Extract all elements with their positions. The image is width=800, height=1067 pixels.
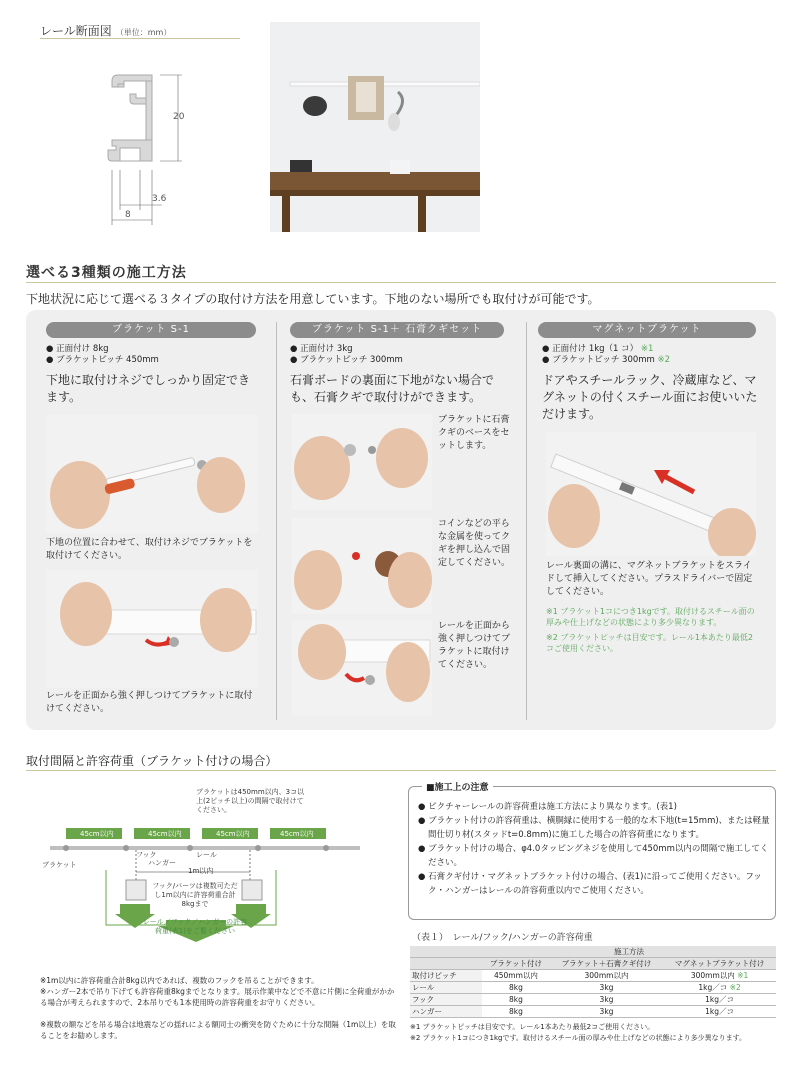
spacing-footnote-3: ※複数の額などを吊る場合は地震などの揺れによる額同士の衝突を防ぐために十分な間隔（1m以上）を取ることをお勧めします。: [40, 1020, 396, 1040]
gypsum-step1-illustration: [292, 414, 432, 510]
table-cell-note: ※1: [737, 971, 749, 980]
rail-cross-section-diagram: [90, 60, 210, 230]
table1-title: （表１） レール/フック/ハンガーの許容荷重: [412, 933, 593, 943]
room-photo: [270, 22, 480, 232]
arrow-note: レール／フック／ハンガーの許容荷重(表1)をご覧ください: [142, 918, 248, 935]
spacing-footnote-2: ※ハンガー2本で吊り下げても許容荷重8kgまでとなります。展示作業中などで不意に片側に全荷重がかかる場合が考えられますので、2本吊りでも1本使用時の許容荷重をお守りください。: [40, 987, 395, 1007]
table-header: マグネットブラケット付け: [663, 958, 776, 970]
table-corner: [410, 958, 482, 970]
section-rule: [26, 770, 776, 771]
method-bracket-spec2: ● ブラケットピッチ 450mm: [46, 355, 159, 365]
caution-list: [418, 800, 772, 898]
magnet-slide-illustration: [546, 432, 756, 556]
table-header: ブラケット＋石膏クギ付け: [550, 958, 663, 970]
pitch-label-4: 45cm以内: [280, 830, 314, 838]
method-magnet-headline: ドアやスチールラック、冷蔵庫など、マグネットの付くスチール面にお使いいただけます。: [542, 373, 758, 421]
table-cell: 8kg: [482, 982, 550, 994]
table-cell: [663, 982, 776, 994]
column-divider: [526, 322, 527, 720]
rail-section-unit: （単位：mm）: [115, 28, 172, 37]
method-gypsum-spec2: ● ブラケットピッチ 300mm: [290, 355, 403, 365]
caution-title: ■施工上の注意: [422, 780, 493, 793]
method-magnet-note1: ※1 ブラケット1コにつき1kgです。取付けるスチール面の厚みや仕上げなどの状態により多少異なります。: [546, 607, 755, 627]
table-row: [410, 1006, 776, 1018]
method-magnet-spec2-text: ● ブラケットピッチ 300mm: [542, 355, 655, 365]
pitch-label-1: 45cm以内: [80, 830, 114, 838]
table-cell: 3kg: [550, 1006, 663, 1018]
table-cell: 450mm以内: [482, 970, 550, 982]
table-cell-value: 300mm以内: [690, 971, 735, 980]
rail-label: レール: [196, 851, 217, 859]
table-row-label: レール: [410, 982, 482, 994]
method-magnet-caption: レール裏面の溝に、マグネットブラケットをスライドして挿入してください。プラスドライバーで固定してください。: [546, 561, 753, 597]
table-row-label: 取付けピッチ: [410, 970, 482, 982]
table-row: [410, 946, 776, 958]
method-magnet-spec1-note: ※1: [640, 344, 654, 354]
photo-screw-install: [46, 415, 258, 533]
table-row-label: フック: [410, 994, 482, 1006]
table-cell-note: ※2: [729, 983, 741, 992]
caution-item: ● ピクチャーレールの許容荷重は施工方法により異なります。(表1): [418, 802, 677, 812]
table1-note2: ※2 ブラケット1コにつき1kgです。取付けるスチール面の厚みや仕上げなどの状態により多少異なります。: [410, 1034, 747, 1042]
photo-gypsum-step3: [292, 620, 432, 716]
spacing-title: 取付間隔と許容荷重（ブラケット付けの場合）: [26, 754, 278, 768]
table-corner: [410, 946, 482, 958]
table-row: [410, 958, 776, 970]
methods-lead: 下地状況に応じて選べる３タイプの取付け方法を用意しています。下地のない場所でも取付けが可能です。: [26, 292, 600, 306]
load-table: [410, 946, 776, 1018]
method-magnet-spec2: [542, 355, 670, 366]
dim-height: 20: [173, 112, 185, 122]
method-gypsum-headline: 石膏ボードの裏面に下地がない場合でも、石膏クギで取付けができます。: [290, 373, 495, 404]
pitch-label-3: 45cm以内: [216, 830, 250, 838]
table-cell: 8kg: [482, 1006, 550, 1018]
dim-gap: 3.6: [152, 194, 167, 204]
method-bracket-header: ブラケット S-1: [46, 322, 256, 338]
gypsum-step2-illustration: [292, 518, 432, 614]
screw-install-illustration: [46, 415, 258, 533]
rail-section-title-text: レール断面図: [40, 24, 112, 38]
hanger-label: ハンガー: [148, 859, 176, 867]
caution-item: ● 石膏クギ付け・マグネットブラケット付けの場合、(表1)に沿ってご使用ください。フック・ハンガーはレールの許容荷重以内でご使用ください。: [418, 872, 762, 896]
bracket-label: ブラケット: [42, 861, 77, 869]
section-rule: [26, 282, 776, 283]
caution-item: ● ブラケット付けの許容荷重は、横胴縁に使用する一般的な木下地(t=15mm)、または軽量間仕切り材(スタッドt=0.8mm)に施工した場合の許容荷重になります。: [418, 816, 770, 840]
table-cell: 3kg: [550, 982, 663, 994]
rail-section-title: [40, 22, 171, 39]
table-cell: 3kg: [550, 994, 663, 1006]
spacing-callout: ブラケットは450mm以内、3コ以上(2ピッチ以上)の間隔で取付けてください。: [196, 788, 305, 814]
table1-note1: ※1 ブラケットピッチは目安です。レール1本あたり最低2コご使用ください。: [410, 1023, 655, 1031]
method-magnet-spec1-text: ● 正面付け 1kg（1 コ）: [542, 344, 639, 354]
table-row: [410, 994, 776, 1006]
photo-gypsum-step1: [292, 414, 432, 510]
photo-rail-press: [46, 570, 258, 688]
photo-gypsum-step2: [292, 518, 432, 614]
methods-title: 選べる3種類の施工方法: [26, 265, 187, 281]
method-bracket-headline: 下地に取付けネジでしっかり固定できます。: [46, 373, 251, 404]
gypsum-step3-illustration: [292, 620, 432, 716]
method-gypsum-spec1: ● 正面付け 3kg: [290, 344, 353, 354]
dim-width: 8: [125, 210, 131, 220]
load-note: フック/バーツは複数可ただし1m以内に許容荷重合計8kgまで: [152, 882, 238, 908]
table-cell: 8kg: [482, 994, 550, 1006]
table-group-header: 施工方法: [482, 946, 776, 958]
method-magnet-spec2-note: ※2: [657, 355, 671, 365]
method-magnet-header: マグネットブラケット: [538, 322, 756, 338]
rail-press-illustration: [46, 570, 258, 688]
method-bracket-caption2: レールを正面から強く押しつけてブラケットに取付けてください。: [46, 691, 253, 714]
table-row-label: ハンガー: [410, 1006, 482, 1018]
column-divider: [276, 322, 277, 720]
method-bracket-caption1: 下地の位置に合わせて、取付けネジでブラケットを取付けてください。: [46, 538, 253, 561]
spacing-footnote-1: ※1m以内に許容荷重合計8kg以内であれば、複数のフックを吊ることができます。: [40, 976, 319, 985]
method-bracket-spec1: ● 正面付け 8kg: [46, 344, 109, 354]
table-cell: 300mm以内: [550, 970, 663, 982]
section-rule: [40, 38, 240, 39]
table-row: [410, 970, 776, 982]
room-illustration: [270, 22, 480, 232]
method-magnet-note2: ※2 ブラケットピッチは目安です。レール1本あたり最低2コご使用ください。: [546, 633, 753, 653]
photo-magnet-slide: [546, 432, 756, 556]
method-gypsum-step2: コインなどの平らな金属を使ってクギを押し込んで固定してください。: [438, 519, 511, 568]
hook-label: フック: [136, 851, 157, 859]
method-gypsum-step3: レールを正面から強く押しつけてブラケットに取付けてください。: [438, 621, 511, 670]
table-cell-value: 1kg／コ: [698, 983, 728, 992]
table-cell: [663, 970, 776, 982]
table-row: [410, 982, 776, 994]
table-cell: 1kg／コ: [663, 994, 776, 1006]
span-label: 1m以内: [188, 867, 214, 875]
method-gypsum-header: ブラケット S-1＋ 石膏クギセット: [290, 322, 504, 338]
caution-item: ● ブラケット付けの場合、φ4.0タッピングネジを使用して450mm以内の間隔で施工してください。: [418, 844, 769, 868]
method-magnet-spec1: [542, 344, 653, 355]
table-header: ブラケット付け: [482, 958, 550, 970]
pitch-label-2: 45cm以内: [148, 830, 182, 838]
table-cell: 1kg／コ: [663, 1006, 776, 1018]
method-gypsum-step1: ブラケットに石膏クギのベースをセットします。: [438, 415, 510, 451]
